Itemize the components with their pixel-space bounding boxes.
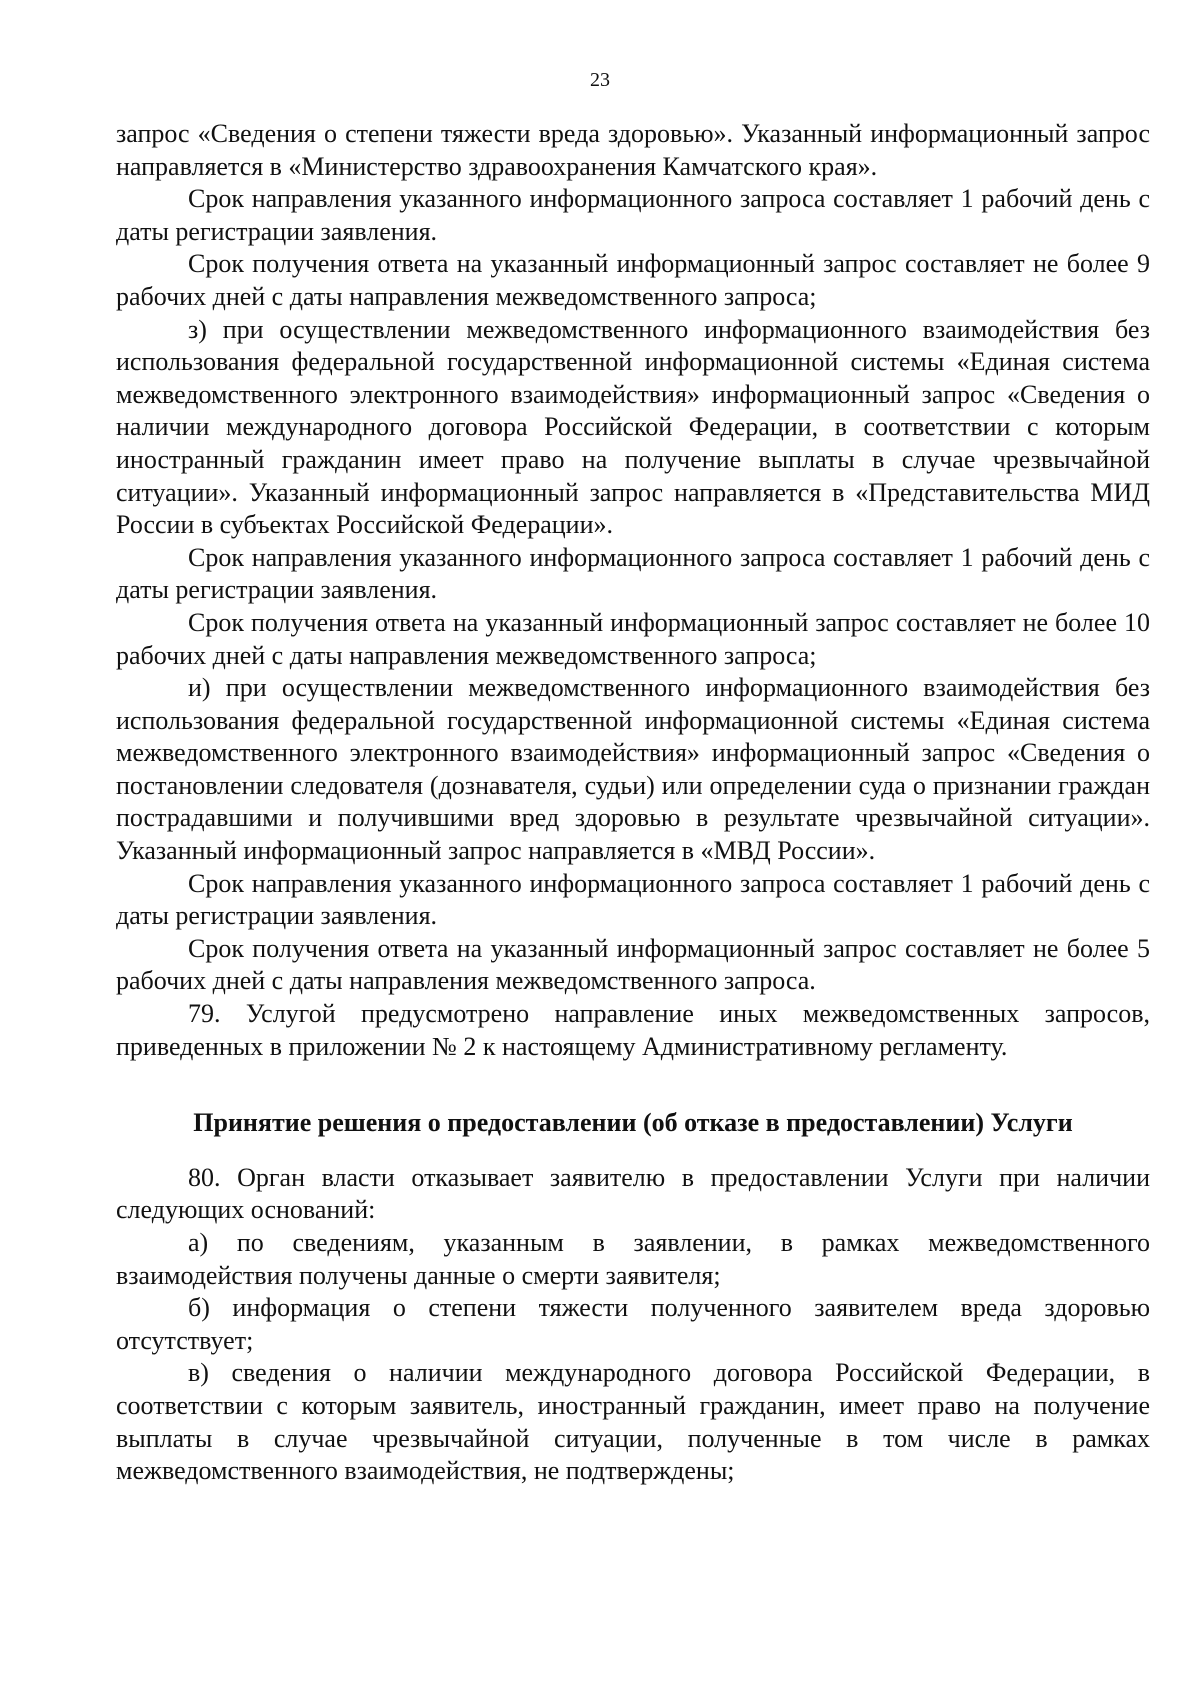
paragraph: Срок направления указанного информационного запроса составляет 1 рабочий день с даты регистрации заявления.: [116, 542, 1150, 605]
paragraph: б) информация о степени тяжести полученного заявителем вреда здоровью отсутствует;: [116, 1293, 1150, 1355]
paragraph: з) при осуществлении межведомственного информационного взаимодействия без использования федеральной государственной информационной системы «Единая система межведомственного электронного взаимодействия» информационный запрос «Сведения о наличии международного договора Российской Федерации, в соответствии с которым иностранный гражданин имеет право на получение выплаты в случае чрезвычайной ситуации». Указанный информационный запрос направляется в «Представительства МИД России в субъектах Российской Федерации».: [116, 314, 1150, 540]
paragraph: и) при осуществлении межведомственного информационного взаимодействия без использования федеральной государственной информационной системы «Единая система межведомственного электронного взаимодействия» информационный запрос «Сведения о постановлении следователя (дознавателя, судьи) или определении суда о признании граждан пострадавшими и получившими вред здоровью в результате чрезвычайной ситуации». Указанный информационный запрос направляется в «МВД России».: [116, 673, 1150, 866]
page-number: 23: [590, 69, 610, 91]
paragraph: Срок получения ответа на указанный информационный запрос составляет не более 9 рабочих дней с даты направления межведомственного запроса;: [116, 249, 1150, 311]
section-heading: Принятие решения о предоставлении (об отказе в предоставлении) Услуги: [193, 1108, 1073, 1138]
paragraph: Срок получения ответа на указанный информационный запрос составляет не более 5 рабочих дней с даты направления межведомственного запроса.: [116, 933, 1150, 996]
paragraph: в) сведения о наличии международного договора Российской Федерации, в соответствии с которым заявитель, иностранный гражданин, имеет право на получение выплаты в случае чрезвычайной ситуации, полученные в том числе в рамках межведомственного взаимодействия, не подтверждены;: [116, 1358, 1150, 1486]
paragraph: Срок направления указанного информационного запроса составляет 1 рабочий день с даты регистрации заявления.: [116, 184, 1150, 246]
paragraph: Срок направления указанного информационного запроса составляет 1 рабочий день с даты регистрации заявления.: [116, 868, 1150, 931]
paragraphs-bottom: [116, 1162, 1150, 1488]
paragraphs-top: [116, 118, 1150, 1063]
paragraph: Срок получения ответа на указанный информационный запрос составляет не более 10 рабочих дней с даты направления межведомственного запроса;: [116, 607, 1150, 670]
paragraph: 80. Орган власти отказывает заявителю в предоставлении Услуги при наличии следующих оснований:: [116, 1162, 1150, 1225]
paragraph: запрос «Сведения о степени тяжести вреда здоровью». Указанный информационный запрос направляется в «Министерство здравоохранения Камчатского края».: [116, 119, 1150, 181]
paragraph: 79. Услугой предусмотрено направление иных межведомственных запросов, приведенных в приложении № 2 к настоящему Административному регламенту.: [116, 999, 1150, 1061]
document-body: [116, 118, 1150, 1488]
paragraph: а) по сведениям, указанным в заявлении, в рамках межведомственного взаимодействия получены данные о смерти заявителя;: [116, 1228, 1150, 1290]
